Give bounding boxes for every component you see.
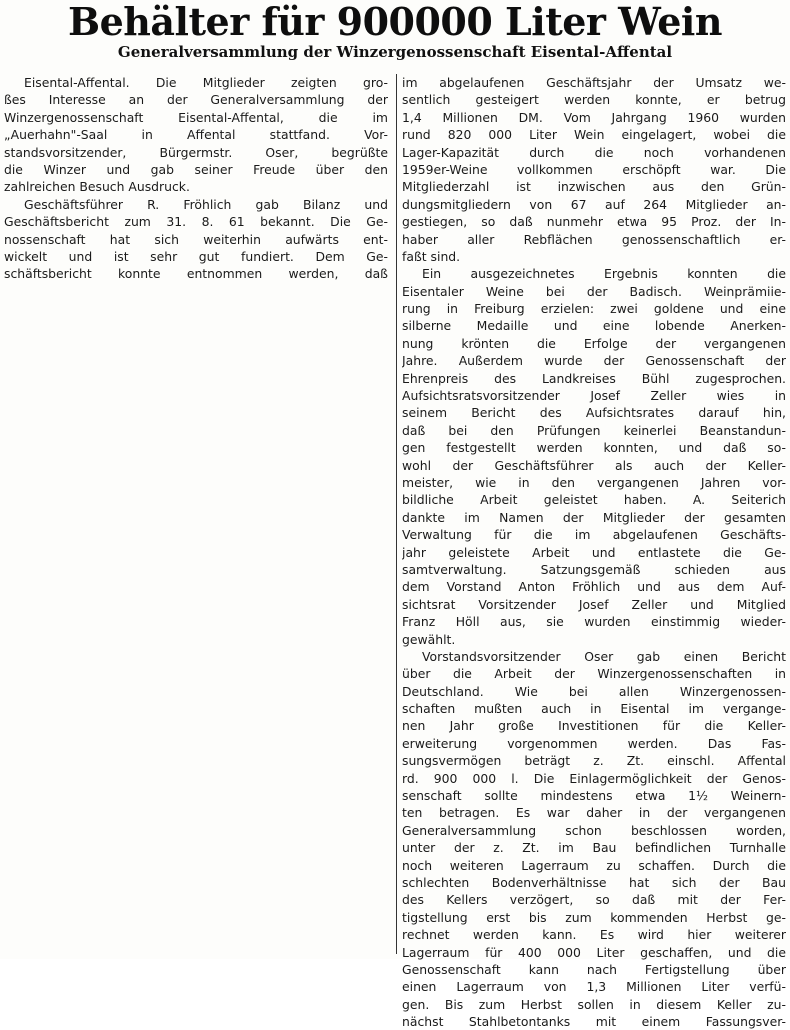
text-line: meister, wie in den vergangenen Jahren vor-: [402, 474, 786, 490]
text-line: Eisental-Affental. Die Mitglieder zeigten gro-: [24, 75, 388, 90]
text-line: Lager-Kapazität durch die noch vorhandenen: [402, 144, 786, 160]
text-line: sungsvermögen beträgt z. Zt. einschl. Affental: [402, 753, 786, 769]
text-line: sentlich gesteigert werden konnte, er betrug: [402, 92, 786, 108]
text-line: Geschäftsführer R. Fröhlich gab Bilanz und: [24, 196, 388, 212]
right-text-column: [402, 74, 786, 1030]
text-line: Franz Höll aus, sie wurden einstimmig wieder-: [402, 614, 786, 630]
text-line: rund 820 000 Liter Wein eingelagert, wobei die: [402, 127, 786, 143]
text-line: dungsmitgliedern von 67 auf 264 Mitglieder an-: [402, 196, 786, 212]
text-line: schlechten Bodenverhältnisse hat sich der Bau: [402, 874, 786, 890]
text-line: 1959er-Weine vollkommen erschöpft war. Die: [402, 161, 786, 177]
text-line: erweiterung vorgenommen werden. Das Fas-: [402, 735, 786, 751]
text-line: Mitgliederzahl ist inzwischen aus den Grün-: [402, 179, 786, 195]
text-line: wickelt und ist sehr gut fundiert. Dem Ge-: [4, 248, 388, 264]
text-line: Geschäftsbericht zum 31. 8. 61 bekannt. Die Ge-: [4, 214, 388, 230]
text-line: bildliche Arbeit geleistet haben. A. Seiterich: [402, 492, 786, 508]
text-line: senschaft sollte mindestens etwa 1½ Weinern-: [402, 788, 786, 804]
text-line: unter der z. Zt. im Bau befindlichen Turnhalle: [402, 840, 786, 856]
text-line: über die Arbeit der Winzergenossenschaften in: [402, 666, 786, 682]
text-line: im abgelaufenen Geschäftsjahr der Umsatz we-: [402, 75, 786, 90]
text-line: nen Jahr große Investitionen für die Keller-: [402, 718, 786, 734]
text-line: schäftsbericht konnte entnommen werden, daß: [4, 266, 388, 282]
text-line: samtverwaltung. Satzungsgemäß schieden aus: [402, 561, 786, 577]
text-line: dankte im Namen der Mitglieder der gesamten: [402, 509, 786, 525]
text-line: rechnet werden kann. Es wird hier weiterer: [402, 927, 786, 943]
text-line: zahlreichen Besuch Ausdruck.: [4, 179, 190, 195]
column-divider: [396, 74, 397, 954]
text-line: ten betragen. Es war daher in der vergangenen: [402, 805, 786, 821]
text-line: des Kellers verzögert, so daß mit der Fer-: [402, 892, 786, 908]
text-line: jahr geleistete Arbeit und entlastete die Ge-: [402, 544, 786, 560]
text-line: Deutschland. Wie bei allen Winzergenossen-: [402, 683, 786, 699]
text-line: nung krönten die Erfolge der vergangenen: [402, 335, 786, 351]
text-line: dem Vorstand Anton Fröhlich und aus dem Auf-: [402, 579, 786, 595]
text-line: daß bei den Prüfungen keinerlei Beanstandun-: [402, 422, 786, 438]
text-line: ßes Interesse an der Generalversammlung der: [4, 92, 388, 108]
text-line: einen Lagerraum von 1,3 Millionen Liter verfü-: [402, 979, 786, 995]
text-line: nächst Stahlbetontanks mit einem Fassungsver-: [402, 1014, 786, 1030]
text-line: Vorstandsvorsitzender Oser gab einen Bericht: [422, 648, 786, 664]
text-line: Ein ausgezeichnetes Ergebnis konnten die: [422, 266, 786, 282]
text-line: schaften mußten auch in Eisental im vergange-: [402, 701, 786, 717]
text-line: 1,4 Millionen DM. Vom Jahrgang 1960 wurden: [402, 109, 786, 125]
text-line: Winzergenossenschaft Eisental-Affental, die im: [4, 109, 388, 125]
text-line: rung in Freiburg erzielen: zwei goldene und eine: [402, 301, 786, 317]
text-line: Jahre. Außerdem wurde der Genossenschaft der: [402, 353, 786, 369]
text-line: faßt sind.: [402, 248, 461, 264]
text-line: wohl der Geschäftsführer als auch der Keller-: [402, 457, 786, 473]
text-line: gewählt.: [402, 631, 456, 647]
text-line: standsvorsitzender, Bürgermstr. Oser, begrüßte: [4, 144, 388, 160]
text-line: Ehrenpreis des Landkreises Bühl zugesprochen.: [402, 370, 786, 386]
text-line: gen. Bis zum Herbst sollen in diesem Keller zu-: [402, 996, 786, 1012]
text-line: Verwaltung für die im abgelaufenen Geschäfts-: [402, 527, 786, 543]
text-line: „Auerhahn"-Saal in Affental stattfand. Vor-: [4, 127, 388, 143]
text-line: Aufsichtsratsvorsitzender Josef Zeller wies in: [402, 388, 786, 404]
text-line: Lagerraum für 400 000 Liter geschaffen, und die: [402, 944, 786, 960]
text-line: Eisentaler Weine bei der Badisch. Weinprämiie-: [402, 283, 786, 299]
text-line: haber aller Rebflächen genossenschaftlich er-: [402, 231, 786, 247]
text-line: gestiegen, so daß nunmehr etwa 95 Proz. der In-: [402, 214, 786, 230]
text-line: rd. 900 000 l. Die Einlagermöglichkeit der Genos-: [402, 770, 786, 786]
article-subheadline: Generalversammlung der Winzergenossenschaft Eisental-Affental: [117, 43, 673, 61]
text-line: nossenschaft hat sich weiterhin aufwärts ent-: [4, 231, 388, 247]
text-line: Genossenschaft kann nach Fertigstellung über: [402, 961, 786, 977]
text-line: gen festgestellt werden konnten, und daß so-: [402, 440, 786, 456]
text-line: die Winzer und gab seiner Freude über den: [4, 161, 388, 177]
text-line: Generalversammlung schon beschlossen worden,: [402, 822, 786, 838]
text-line: noch weiteren Lagerraum zu schaffen. Durch die: [402, 857, 786, 873]
text-line: silberne Medaille und eine lobende Anerken-: [402, 318, 786, 334]
text-line: sichtsrat Vorsitzender Josef Zeller und Mitglied: [402, 596, 786, 612]
text-line: tigstellung erst bis zum kommenden Herbst ge-: [402, 909, 786, 925]
text-line: seinem Bericht des Aufsichtsrates darauf hin,: [402, 405, 786, 421]
left-text-column: [4, 74, 388, 283]
article-headline: Behälter für 900000 Liter Wein: [67, 0, 722, 44]
